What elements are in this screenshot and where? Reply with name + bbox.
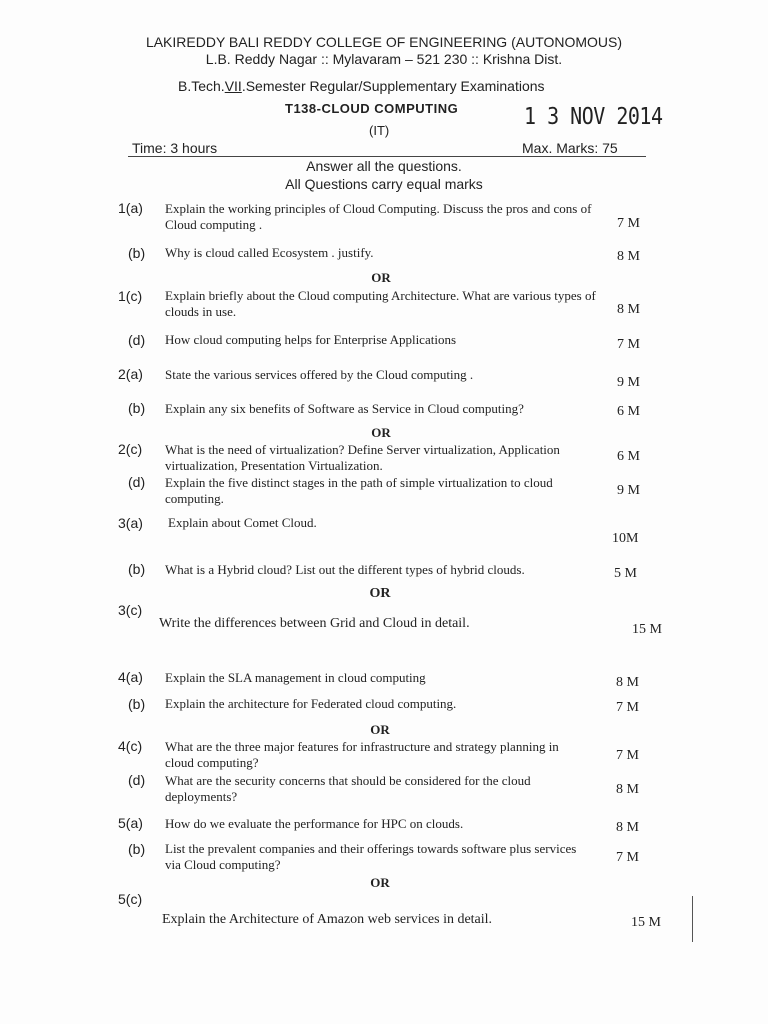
- or-separator: OR: [370, 722, 390, 737]
- question-marks: 9 M: [617, 375, 640, 390]
- question-number: (b): [128, 561, 146, 577]
- question-number: (d): [128, 474, 146, 490]
- question-text: Why is cloud called Ecosystem . justify.: [165, 245, 374, 260]
- question-marks: 8 M: [616, 820, 639, 835]
- question-marks: 7 M: [617, 337, 640, 352]
- question-text: Explain any six benefits of Software as Service in Cloud computing?: [165, 401, 524, 416]
- question-marks: 8 M: [616, 675, 639, 690]
- question-number: (b): [128, 245, 146, 261]
- question-marks: 7 M: [617, 216, 640, 231]
- question-number: 1(a): [118, 200, 143, 216]
- college-name: LAKIREDDY BALI REDDY COLLEGE OF ENGINEERING (AUTONOMOUS): [145, 34, 623, 50]
- question-marks: 15 M: [632, 622, 662, 637]
- question-marks: 10M: [612, 531, 639, 546]
- question-text: Explain briefly about the Cloud computing Architecture. What are various types of clouds in use.: [165, 288, 596, 319]
- question-marks: 8 M: [616, 782, 639, 797]
- or-separator: OR: [370, 875, 390, 890]
- college-address: L.B. Reddy Nagar :: Mylavaram – 521 230 :: Krishna Dist.: [205, 51, 563, 67]
- header-divider: [128, 156, 646, 157]
- or-separator: OR: [371, 425, 391, 440]
- question-number: (b): [128, 400, 146, 416]
- instruction-equal-marks: All Questions carry equal marks: [285, 176, 483, 192]
- question-text: List the prevalent companies and their offerings towards software plus services via Cloud computing?: [165, 841, 577, 872]
- question-marks: 5 M: [614, 566, 637, 581]
- question-number: 5(c): [118, 891, 143, 907]
- question-marks: 9 M: [617, 483, 640, 498]
- question-number: (d): [128, 332, 146, 348]
- max-marks: Max. Marks: 75: [522, 140, 618, 156]
- date-stamp: 1 3 NOV 2014: [524, 102, 663, 130]
- or-separator: OR: [371, 270, 391, 285]
- question-number: (b): [128, 841, 146, 857]
- question-marks: 7 M: [616, 700, 639, 715]
- question-marks: 6 M: [617, 404, 640, 419]
- question-number: (b): [128, 696, 146, 712]
- question-number: 4(a): [118, 669, 143, 685]
- question-marks: 7 M: [616, 748, 639, 763]
- question-text: What are the three major features for infrastructure and strategy planning in cloud computing?: [165, 739, 559, 770]
- question-marks: 7 M: [616, 850, 639, 865]
- question-number: 2(c): [118, 441, 143, 457]
- question-number: 5(a): [118, 815, 143, 831]
- question-text: Explain the five distinct stages in the path of simple virtualization to cloud computing.: [165, 475, 553, 506]
- question-text: What is the need of virtualization? Define Server virtualization, Application virtualization, Presentation Virtualization.: [165, 442, 560, 473]
- question-text: What is a Hybrid cloud? List out the different types of hybrid clouds.: [165, 562, 525, 577]
- question-marks: 8 M: [617, 249, 640, 264]
- exam-semester: VII: [224, 78, 242, 94]
- course-title: T138-CLOUD COMPUTING: [285, 101, 459, 116]
- question-marks: 8 M: [617, 302, 640, 317]
- question-number: 1(c): [118, 288, 143, 304]
- scan-mark: [692, 896, 693, 942]
- question-number: (d): [128, 772, 146, 788]
- question-text: How do we evaluate the performance for HPC on clouds.: [165, 816, 464, 831]
- question-text: Explain the architecture for Federated cloud computing.: [165, 696, 457, 711]
- question-text: Explain the Architecture of Amazon web services in detail.: [162, 912, 493, 927]
- question-text: State the various services offered by the Cloud computing .: [165, 367, 474, 382]
- exam-suffix: .Semester Regular/Supplementary Examinations: [241, 78, 545, 94]
- instruction-answer-all: Answer all the questions.: [306, 158, 462, 174]
- branch: (IT): [369, 123, 390, 138]
- question-number: 2(a): [118, 366, 143, 382]
- time-allowed: Time: 3 hours: [132, 140, 218, 156]
- question-text: Write the differences between Grid and Cloud in detail.: [159, 616, 470, 631]
- question-number: 3(a): [118, 515, 143, 531]
- question-text: Explain about Comet Cloud.: [168, 515, 317, 530]
- question-number: 3(c): [118, 602, 143, 618]
- exam-title: [178, 78, 545, 94]
- question-text: Explain the working principles of Cloud Computing. Discuss the pros and cons of Cloud computing .: [165, 201, 592, 232]
- question-number: 4(c): [118, 738, 143, 754]
- or-separator: OR: [369, 586, 391, 601]
- question-text: How cloud computing helps for Enterprise Applications: [165, 332, 457, 347]
- question-text: What are the security concerns that should be considered for the cloud deployments?: [165, 773, 531, 804]
- question-marks: 15 M: [631, 915, 661, 930]
- question-text: Explain the SLA management in cloud computing: [165, 670, 426, 685]
- exam-prefix: B.Tech.: [178, 78, 225, 94]
- question-marks: 6 M: [617, 449, 640, 464]
